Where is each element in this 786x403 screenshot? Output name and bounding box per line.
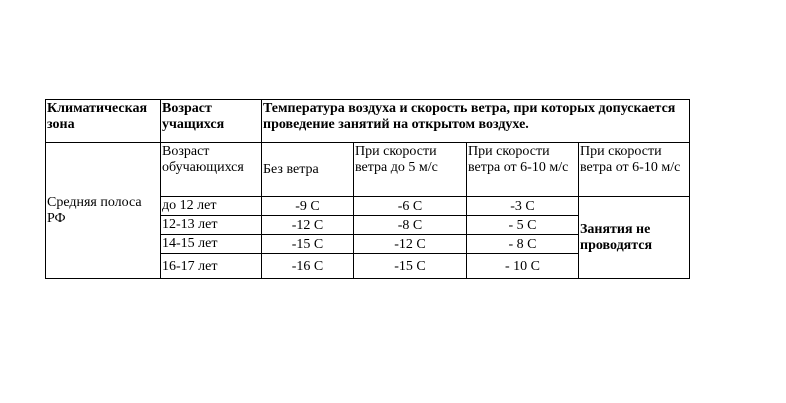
subheader-row: [46, 143, 690, 197]
subheader-age: Возраст обучающихся: [161, 143, 262, 197]
temperature-table: [45, 99, 690, 279]
no-classes-cell: Занятия не проводятся: [579, 197, 690, 279]
wind-5-cell: -15 С: [354, 254, 467, 279]
wind-6-10-cell: - 8 С: [467, 235, 579, 254]
wind-5-cell: -12 С: [354, 235, 467, 254]
header-row: [46, 100, 690, 143]
subheader-no-wind: Без ветра: [262, 143, 354, 197]
climate-zone-cell: Средняя полоса РФ: [46, 143, 161, 279]
header-climate-zone: Климатическая зона: [46, 100, 161, 143]
no-wind-cell: -15 С: [262, 235, 354, 254]
no-wind-cell: -12 С: [262, 216, 354, 235]
age-cell: до 12 лет: [161, 197, 262, 216]
header-conditions: Температура воздуха и скорость ветра, при которых допускается проведение занятий на открытом воздухе.: [262, 100, 690, 143]
no-wind-cell: -9 С: [262, 197, 354, 216]
subheader-wind-6-10-a: При скорости ветра от 6-10 м/с: [467, 143, 579, 197]
subheader-wind-6-10-b: При скорости ветра от 6-10 м/с: [579, 143, 690, 197]
subheader-wind-5: При скорости ветра до 5 м/с: [354, 143, 467, 197]
age-cell: 12-13 лет: [161, 216, 262, 235]
no-wind-cell: -16 С: [262, 254, 354, 279]
age-cell: 16-17 лет: [161, 254, 262, 279]
wind-6-10-cell: - 5 С: [467, 216, 579, 235]
wind-6-10-cell: -3 С: [467, 197, 579, 216]
wind-5-cell: -8 С: [354, 216, 467, 235]
header-age: Возраст учащихся: [161, 100, 262, 143]
age-cell: 14-15 лет: [161, 235, 262, 254]
wind-6-10-cell: - 10 С: [467, 254, 579, 279]
wind-5-cell: -6 С: [354, 197, 467, 216]
